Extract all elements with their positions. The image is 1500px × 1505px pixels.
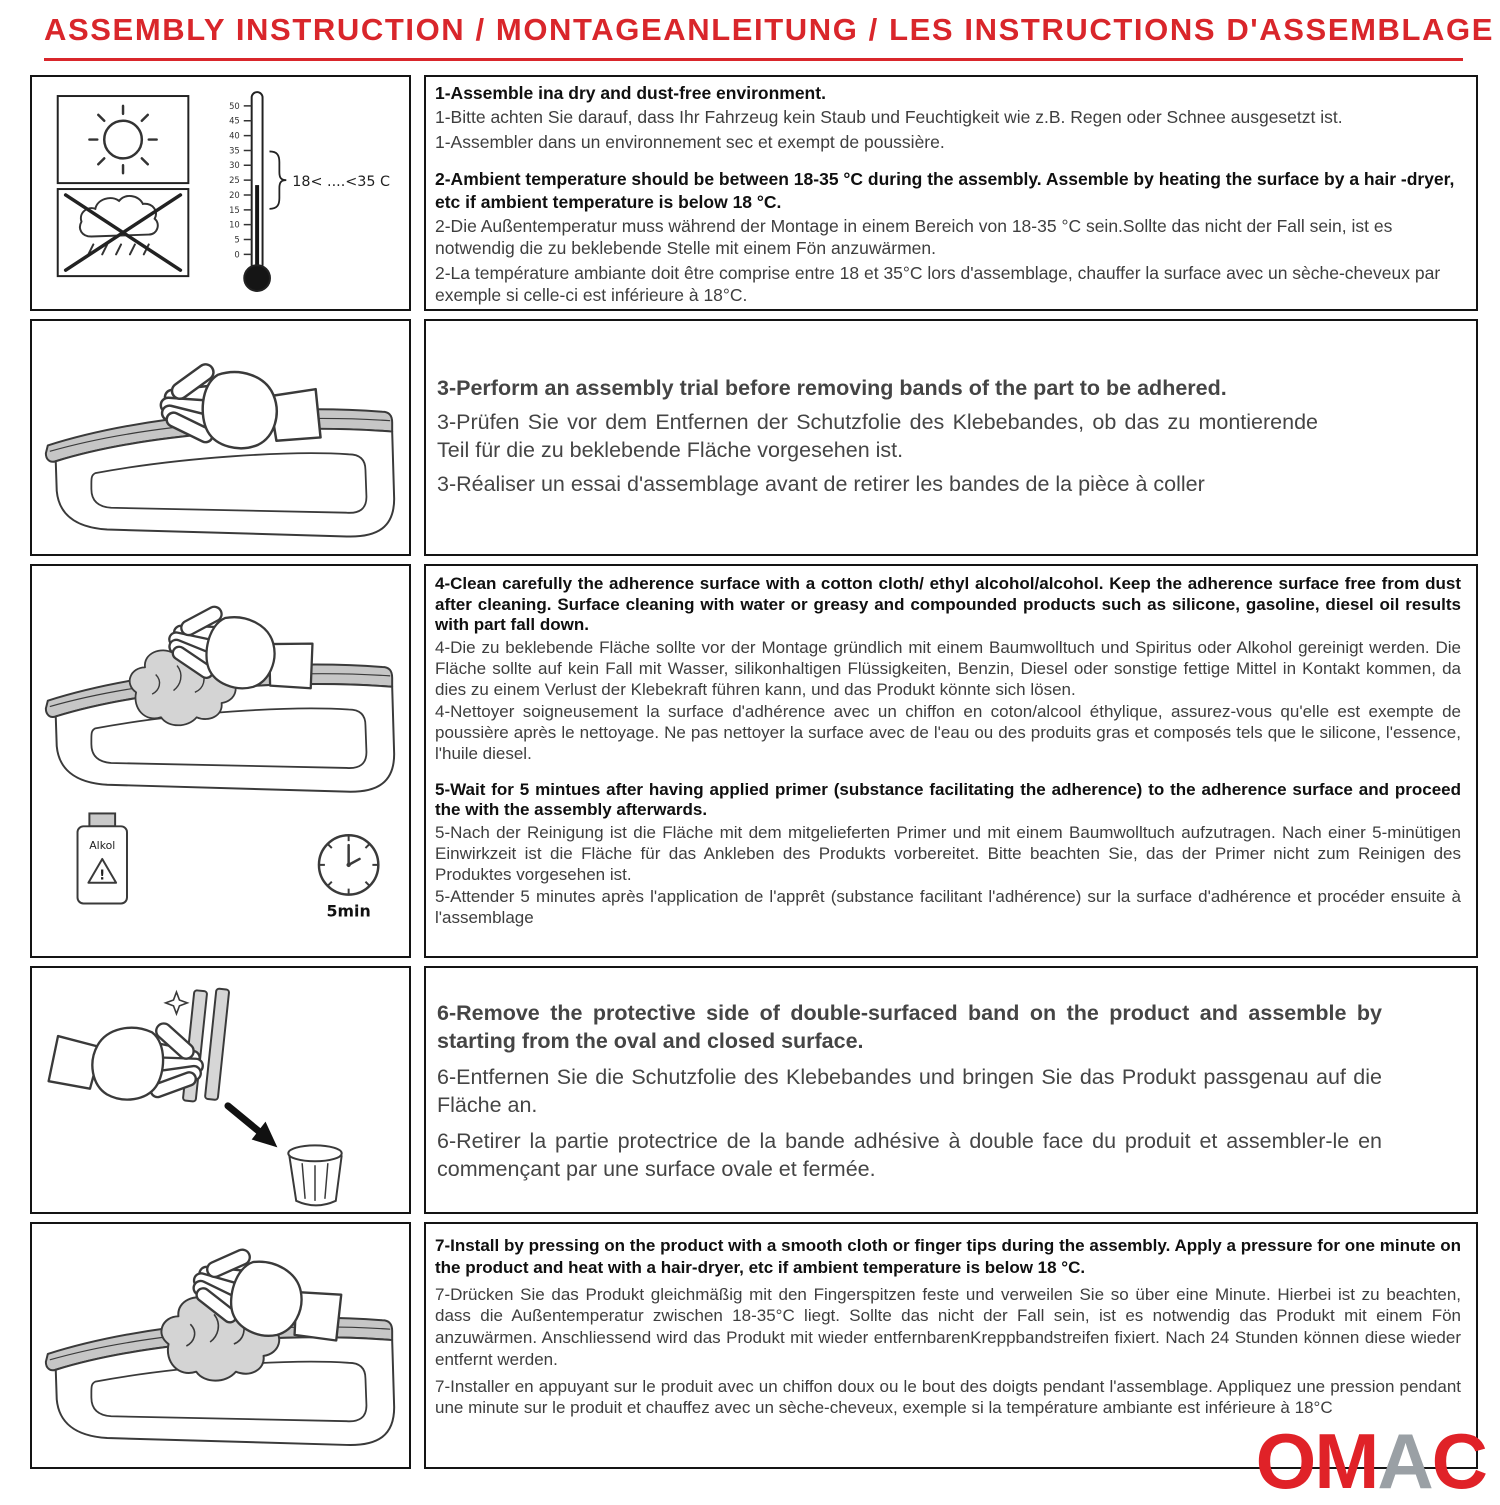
instruction-text-trial bbox=[424, 319, 1478, 556]
illustration-press bbox=[30, 1222, 411, 1469]
thermo-tick-label: 30 bbox=[229, 160, 240, 171]
instruction-row-environment bbox=[30, 75, 1478, 311]
instruction-row-remove-band bbox=[30, 966, 1478, 1214]
alcohol-bottle-icon bbox=[78, 813, 127, 903]
thermo-tick-label: 0 bbox=[234, 249, 240, 260]
instruction-text-clean bbox=[424, 564, 1478, 958]
instruction-en: 5-Wait for 5 mintues after having applied primer (substance facilitating the adherence) to the adherence surface and proceed the with the assembly afterwards. bbox=[435, 779, 1461, 820]
instruction-de: 6-Entfernen Sie die Schutzfolie des Klebebandes und bringen Sie das Produkt passgenau auf die Fläche an. bbox=[437, 1064, 1382, 1117]
thermo-tick-label: 5 bbox=[234, 234, 240, 245]
clock-icon bbox=[319, 835, 378, 920]
logo-letter-a: A bbox=[1377, 1417, 1432, 1505]
hand-icon bbox=[49, 1020, 203, 1099]
instruction-de: 5-Nach der Reinigung ist die Fläche mit dem mitgelieferten Primer und mit einem Baumwolltuch aufzutragen. Nach einer 5-minütigen Einwirkzeit ist die Fläche für das Ankleben des Produkts vorbereitet. Bitte beachten Sie, das der Primer nicht zum Reinigen des Produktes vorgesehen ist. bbox=[435, 823, 1461, 884]
thermo-tick-label: 35 bbox=[229, 145, 240, 156]
instruction-de: 2-Die Außentemperatur muss während der Montage in einem Bereich von 18-35 °C sein.Sollte das nicht der Fall sein, ist es notwendig die zu beklebende Stelle mit einem Fön anzuwärmen. bbox=[435, 215, 1393, 259]
bottle-label: Alkol bbox=[89, 839, 116, 853]
instruction-fr: 4-Nettoyer soigneusement la surface d'adhérence avec un chiffon en coton/alcool éthylique, assurez-vous qu'elle est exempte de poussière après le nettoyage. Ne pas nettoyer la surface avec de l'eau ou des produits gras et composés tels que le silicone, l'essence, l'huile diesel. bbox=[435, 702, 1461, 763]
instruction-row-trial bbox=[30, 319, 1478, 556]
instruction-en: 4-Clean carefully the adherence surface with a cotton cloth/ ethyl alcohol/alcohol. Keep the adherence surface free from dust after cleaning. Surface cleaning with water or greasy and compounded products such as silicone, gasoline, diesel oil results with part fall down. bbox=[435, 574, 1461, 635]
omac-logo bbox=[1255, 1417, 1486, 1505]
logo-letter-c: C bbox=[1431, 1417, 1486, 1505]
illustration-remove-band bbox=[30, 966, 411, 1214]
page-title: ASSEMBLY INSTRUCTION / MONTAGEANLEITUNG / LES INSTRUCTIONS D'ASSEMBLAGE bbox=[44, 12, 1495, 47]
clock-label: 5min bbox=[326, 901, 371, 921]
instruction-text-remove-band bbox=[424, 966, 1478, 1214]
illustration-clean bbox=[30, 564, 411, 958]
instruction-text-environment bbox=[424, 75, 1478, 311]
instruction-de: 3-Prüfen Sie vor dem Entfernen der Schutzfolie des Klebebandes, ob das zu montierende Teil für die zu beklebende Fläche vorgesehen ist. bbox=[437, 409, 1318, 462]
thermo-tick-label: 10 bbox=[229, 219, 240, 230]
logo-letters-om: OM bbox=[1255, 1417, 1378, 1505]
remove-band-illustration-svg bbox=[32, 968, 409, 1212]
temperature-range-label: 18< ....<35 C bbox=[292, 174, 391, 191]
illustration-environment bbox=[30, 75, 411, 311]
press-illustration-svg bbox=[32, 1224, 409, 1467]
thermo-tick-label: 45 bbox=[229, 115, 240, 126]
instruction-de: 1-Bitte achten Sie darauf, dass Ihr Fahrzeug kein Staub und Feuchtigkeit wie z.B. Regen oder Schnee ausgesetzt ist. bbox=[435, 107, 1343, 128]
environment-illustration-svg bbox=[32, 77, 409, 309]
range-brace bbox=[269, 151, 286, 208]
instruction-fr: 5-Attender 5 minutes après l'application de l'apprêt (substance facilitant l'adhérence) sur la surface d'adhérence et procéder ensuite à l'assemblage bbox=[435, 887, 1461, 928]
instruction-en: 6-Remove the protective side of double-surfaced band on the product and assemble by starting from the oval and closed surface. bbox=[437, 1001, 1382, 1053]
thermo-tick-label: 40 bbox=[229, 130, 240, 141]
instruction-fr: 2-La température ambiante doit être comprise entre 18 et 35°C lors d'assemblage, chauffer la surface avec un sèche-cheveux par exemple si celle-ci est inférieure à 18°C. bbox=[435, 262, 1441, 306]
trial-illustration-svg bbox=[32, 321, 409, 554]
illustration-trial bbox=[30, 319, 411, 556]
clean-illustration-svg bbox=[32, 566, 409, 956]
instruction-de: 7-Drücken Sie das Produkt gleichmäßig mit den Fingerspitzen feste und verweilen Sie so über eine Minute. Hierbei ist zu beachten, dass die Außentemperatur zwischen 18-35°C liegt. Sollte das nicht der Fall sein, ist es notwendig das Produkt mit einem Fön anzuwärmen. Anschliessend wird das Produkt mit wieder entfernbarenKreppbandstreifen fixiert. Nach 24 Stunden können diese wieder entfernt werden. bbox=[435, 1284, 1461, 1369]
thermo-tick-label: 15 bbox=[229, 204, 240, 215]
thermo-tick-label: 20 bbox=[229, 189, 240, 200]
title-underline bbox=[44, 58, 1463, 61]
instruction-fr: 7-Installer en appuyant sur le produit avec un chiffon doux ou le bout des doigts pendant l'assemblage. Appliquez une pression pendant une minute sur le produit et chauffez avec un sèche-cheveux, exemple si la température ambiante est inférieure à 18°C bbox=[435, 1376, 1461, 1418]
instruction-de: 4-Die zu beklebende Fläche sollte vor der Montage gründlich mit einem Baumwolltuch und Spiritus oder Alkohol gereinigt werden. Die Fläche sollte auf kein Fall mit Wasser, silikonhaltigen Flüssigkeiten, Benzin, Diesel oder sonstige fettige Mittel in Kontakt kommen, da dies zu einem Verlust der Klebekraft führen kann, und das Produkt könnte sich lösen. bbox=[435, 638, 1461, 699]
thermo-tick-label: 50 bbox=[229, 100, 240, 111]
instruction-fr: 3-Réaliser un essai d'assemblage avant de retirer les bandes de la pièce à coller bbox=[437, 471, 1205, 496]
instruction-row-clean bbox=[30, 564, 1478, 958]
instruction-en: 1-Assemble ina dry and dust-free environment. bbox=[435, 83, 826, 103]
thermometer-icon bbox=[229, 92, 390, 291]
arrow-icon bbox=[228, 1106, 277, 1148]
sparkle-icon bbox=[166, 992, 188, 1014]
no-rain-icon bbox=[58, 189, 189, 276]
trash-bin-icon bbox=[288, 1145, 341, 1205]
thermo-tick-label: 25 bbox=[229, 175, 240, 186]
instruction-fr: 6-Retirer la partie protectrice de la bande adhésive à double face du produit et assembler-le en commençant par une surface ovale et fermée. bbox=[437, 1128, 1382, 1181]
instruction-en: 2-Ambient temperature should be between 18-35 °C during the assembly. Assemble by heating the surface by a hair -dryer, etc if ambient temperature is below 18 °C. bbox=[435, 169, 1455, 212]
instruction-fr: 1-Assembler dans un environnement sec et exempt de poussière. bbox=[435, 131, 945, 152]
sun-icon bbox=[58, 96, 189, 183]
warning-exclamation: ! bbox=[99, 868, 106, 884]
instruction-en: 3-Perform an assembly trial before removing bands of the part to be adhered. bbox=[437, 376, 1227, 400]
instruction-en: 7-Install by pressing on the product with a smooth cloth or finger tips during the assembly. Apply a pressure for one minute on the product and heat with a hair-dryer, etc if ambient temperature is below 18 °C. bbox=[435, 1236, 1461, 1277]
